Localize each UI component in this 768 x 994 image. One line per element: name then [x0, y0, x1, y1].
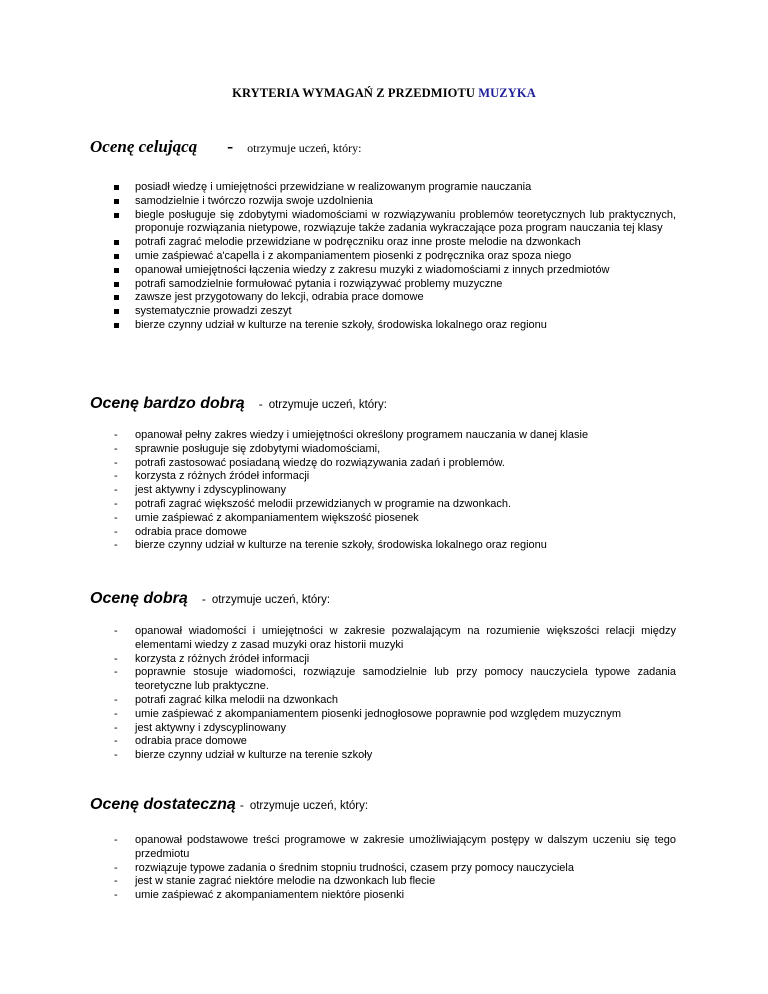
section-heading-dobra: [90, 590, 330, 608]
list-item: poprawnie stosuje wiadomości, rozwiązuje samodzielnie lub przy pomocy nauczyciela typowe zadania teoretyczne lub praktyczne.: [135, 666, 676, 693]
page-title: [0, 86, 768, 101]
list-item: opanował umiejętności łączenia wiedzy z zakresu muzyki z wiadomościami z innych przedmiotów: [135, 263, 610, 276]
heading-description: otrzymuje uczeń, który:: [211, 594, 331, 606]
list-item: jest aktywny i zdyscyplinowany: [135, 721, 287, 734]
section-heading-bardzo-dobra: [90, 395, 387, 413]
heading-description: otrzymuje uczeń, który:: [249, 800, 369, 812]
list-item: biegle posługuje się zdobytymi wiadomościami w rozwiązywaniu problemów teoretycznych lub praktycznych, proponuje rozwiązania nietypowe, rozwiązuje także zadania wykraczające poza program nauczania tej klasy: [135, 208, 676, 235]
list-item: potrafi zagrać kilka melodii na dzwonkach: [135, 693, 338, 706]
heading-dash: -: [258, 397, 263, 411]
list-item: bierze czynny udział w kulturze na terenie szkoły: [135, 749, 373, 762]
grade-name: Ocenę dostateczną: [90, 796, 236, 813]
list-item: opanował pełny zakres wiedzy i umiejętności określony programem nauczania w danej klasie: [135, 429, 589, 441]
list-item: umie zaśpiewać z akompaniamentem niektóre piosenki: [135, 889, 405, 902]
heading-dash: -: [239, 798, 244, 812]
heading-description: otrzymuje uczeń, który:: [268, 399, 387, 411]
list-item: bierze czynny udział w kulturze na terenie szkoły, środowiska lokalnego oraz regionu: [135, 318, 547, 331]
criteria-list-bardzo-dobra: [0, 429, 768, 553]
heading-description: otrzymuje uczeń, który:: [247, 141, 362, 155]
criteria-list-dobra: [0, 625, 768, 763]
list-item: jest w stanie zagrać niektóre melodie na dzwonkach lub flecie: [135, 875, 436, 888]
list-item: potrafi zagrać większość melodii przewidzianych w programie na dzwonkach.: [135, 497, 511, 510]
list-item: potrafi zagrać melodie przewidziane w podręczniku oraz inne proste melodie na dzwonkach: [135, 236, 581, 249]
list-item: zawsze jest przygotowany do lekcji, odrabia prace domowe: [135, 291, 424, 304]
list-item: korzysta z różnych źródeł informacji: [135, 652, 310, 665]
list-item: posiadł wiedzę i umiejętności przewidziane w realizowanym programie nauczania: [135, 181, 532, 193]
list-item: bierze czynny udział w kulturze na terenie szkoły, środowiska lokalnego oraz regionu: [135, 539, 547, 552]
criteria-list-celujaca: [0, 181, 768, 333]
grade-name: Ocenę celującą: [90, 137, 198, 156]
list-item: umie zaśpiewać z akompaniamentem większość piosenek: [135, 511, 419, 524]
list-item: odrabia prace domowe: [135, 735, 247, 748]
title-subject: MUZYKA: [478, 86, 536, 100]
list-item: jest aktywny i zdyscyplinowany: [135, 484, 287, 497]
heading-dash: -: [227, 136, 234, 156]
grade-name: Ocenę bardzo dobrą: [90, 395, 245, 412]
title-prefix: KRYTERIA WYMAGAŃ Z PRZEDMIOTU: [232, 86, 476, 100]
list-item: potrafi zastosować posiadaną wiedzę do rozwiązywania zadań i problemów.: [135, 456, 505, 469]
list-item: systematycznie prowadzi zeszyt: [135, 305, 292, 318]
section-heading-dostateczna: [90, 796, 368, 814]
list-item: korzysta z różnych źródeł informacji: [135, 470, 310, 483]
criteria-list-dostateczna: [0, 834, 768, 903]
section-heading-celujaca: [90, 136, 361, 157]
list-item: odrabia prace domowe: [135, 525, 247, 538]
heading-dash: -: [201, 592, 206, 606]
grade-name: Ocenę dobrą: [90, 590, 188, 607]
list-item: opanował podstawowe treści programowe w zakresie umożliwiającym postępy w dalszym uczeniu się tego przedmiotu: [135, 834, 676, 860]
list-item: samodzielnie i twórczo rozwija swoje uzdolnienia: [135, 194, 373, 207]
list-item: rozwiązuje typowe zadania o średnim stopniu trudności, czasem przy pomocy nauczyciela: [135, 861, 574, 874]
list-item: opanował wiadomości i umiejętności w zakresie pozwalającym na rozumienie większości relacji między elementami wiedzy z zasad muzyki oraz historii muzyki: [135, 625, 676, 651]
list-item: umie zaśpiewać a'capella i z akompaniamentem piosenki z podręcznika oraz spoza niego: [135, 249, 572, 262]
list-item: potrafi samodzielnie formułować pytania i rozwiązywać problemy muzyczne: [135, 277, 503, 290]
list-item: sprawnie posługuje się zdobytymi wiadomościami,: [135, 442, 381, 455]
list-item: umie zaśpiewać z akompaniamentem piosenki jednogłosowe poprawnie pod względem muzycznym: [135, 707, 622, 720]
